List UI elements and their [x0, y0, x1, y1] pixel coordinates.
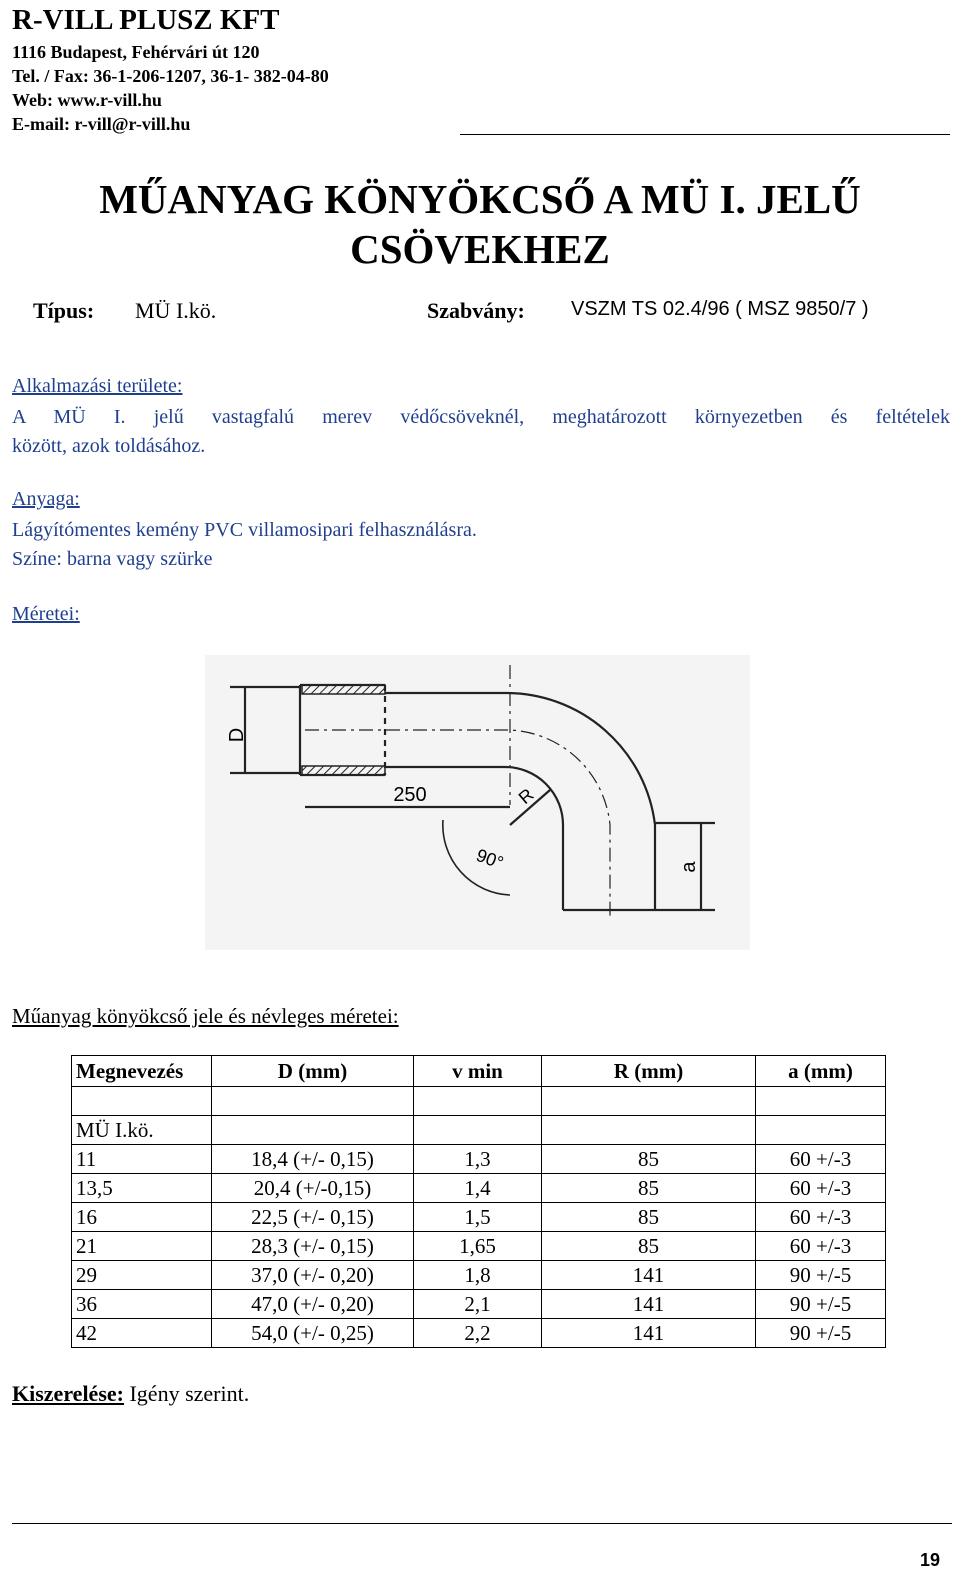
cell-megnevezes: 13,5: [72, 1174, 212, 1203]
table-row-group: [72, 1116, 886, 1145]
alkalmazas-line-1: A MÜ I. jelű vastagfalú merev védőcsöveknél, meghatározott környezetben és feltételek: [12, 406, 950, 428]
table-row: [72, 1232, 886, 1261]
cell-d: 47,0 (+/- 0,20): [212, 1290, 414, 1319]
label-250: 250: [393, 784, 427, 806]
table-title: Műanyag könyökcső jele és névleges méretei:: [12, 1004, 399, 1028]
cell-r: 141: [542, 1290, 756, 1319]
cell-v-min: 2,2: [414, 1319, 542, 1348]
cell-r: 141: [542, 1261, 756, 1290]
cell-megnevezes: 29: [72, 1261, 212, 1290]
drawing-background: [205, 655, 750, 950]
cell-v-min: 1,65: [414, 1232, 542, 1261]
cell-r: 85: [542, 1232, 756, 1261]
szabvany-label: Szabvány:: [427, 298, 525, 323]
meretei-heading: Méretei:: [12, 603, 80, 625]
anyaga-line-2: Színe: barna vagy szürke: [12, 548, 213, 570]
company-name: R-VILL PLUSZ KFT: [12, 4, 280, 36]
tipus-value: MÜ I.kö.: [135, 298, 217, 323]
socket-wall-top: [302, 685, 385, 694]
cell-r: 85: [542, 1145, 756, 1174]
label-a: a: [678, 861, 700, 873]
group-label: MÜ I.kö.: [72, 1116, 212, 1145]
cell-megnevezes: 36: [72, 1290, 212, 1319]
cell-v-min: 1,4: [414, 1174, 542, 1203]
header-rule: [460, 134, 950, 135]
cell-v-min: 1,8: [414, 1261, 542, 1290]
header-v-min: v min: [414, 1056, 542, 1087]
cell-d: 54,0 (+/- 0,25): [212, 1319, 414, 1348]
company-email: E-mail: r-vill@r-vill.hu: [12, 114, 191, 134]
table-row: [72, 1203, 886, 1232]
label-d: D: [226, 727, 248, 743]
cell-d: 28,3 (+/- 0,15): [212, 1232, 414, 1261]
alkalmazas-heading: Alkalmazási területe:: [12, 375, 183, 397]
cell-v-min: 2,1: [414, 1290, 542, 1319]
elbow-technical-drawing: [205, 655, 750, 950]
footer-rule: [12, 1523, 952, 1524]
cell-a: 90 +/-5: [756, 1319, 886, 1348]
table-row: [72, 1290, 886, 1319]
company-web: Web: www.r-vill.hu: [12, 90, 162, 110]
company-phone: Tel. / Fax: 36-1-206-1207, 36-1- 382-04-80: [12, 66, 329, 86]
cell-v-min: 1,3: [414, 1145, 542, 1174]
cell-megnevezes: 42: [72, 1319, 212, 1348]
header-r: R (mm): [542, 1056, 756, 1087]
page-title: [0, 174, 960, 274]
cell-r: 85: [542, 1203, 756, 1232]
alkalmazas-line-2: között, azok toldásához.: [12, 435, 206, 457]
cell-v-min: 1,5: [414, 1203, 542, 1232]
cell-megnevezes: 11: [72, 1145, 212, 1174]
table-row-blank: [72, 1087, 886, 1116]
cell-d: 22,5 (+/- 0,15): [212, 1203, 414, 1232]
table-row: [72, 1261, 886, 1290]
cell-d: 37,0 (+/- 0,20): [212, 1261, 414, 1290]
header-a: a (mm): [756, 1056, 886, 1087]
cell-a: 60 +/-3: [756, 1145, 886, 1174]
cell-a: 60 +/-3: [756, 1203, 886, 1232]
cell-d: 18,4 (+/- 0,15): [212, 1145, 414, 1174]
label-r: R: [514, 784, 538, 809]
header-megnevezes: Megnevezés: [72, 1056, 212, 1087]
anyaga-line-1: Lágyítómentes kemény PVC villamosipari felhasználásra.: [12, 519, 477, 541]
table-row: [72, 1319, 886, 1348]
title-line-2: CSÖVEKHEZ: [350, 226, 610, 272]
cell-megnevezes: 16: [72, 1203, 212, 1232]
cell-r: 85: [542, 1174, 756, 1203]
cell-a: 90 +/-5: [756, 1261, 886, 1290]
cell-d: 20,4 (+/-0,15): [212, 1174, 414, 1203]
cell-a: 60 +/-3: [756, 1232, 886, 1261]
header-d: D (mm): [212, 1056, 414, 1087]
tipus-label: Típus:: [33, 298, 95, 323]
page-number: 19: [920, 1550, 941, 1570]
anyaga-heading: Anyaga:: [12, 488, 80, 510]
table-header-row: [72, 1056, 886, 1087]
table-row: [72, 1145, 886, 1174]
szabvany-value: VSZM TS 02.4/96 ( MSZ 9850/7 ): [571, 298, 869, 320]
label-90: 90°: [473, 844, 507, 874]
kiszereles-value: Igény szerint.: [123, 1381, 250, 1406]
cell-a: 60 +/-3: [756, 1174, 886, 1203]
cell-a: 90 +/-5: [756, 1290, 886, 1319]
socket-wall-bottom: [302, 766, 385, 775]
company-address: 1116 Budapest, Fehérvári út 120: [12, 42, 260, 62]
kiszereles: [12, 1381, 249, 1407]
cell-r: 141: [542, 1319, 756, 1348]
title-line-1: MŰANYAG KÖNYÖKCSŐ A MÜ I. JELŰ: [99, 176, 861, 222]
table-row: [72, 1174, 886, 1203]
kiszereles-label: Kiszerelése:: [12, 1381, 124, 1406]
dimensions-table: [71, 1055, 886, 1348]
cell-megnevezes: 21: [72, 1232, 212, 1261]
